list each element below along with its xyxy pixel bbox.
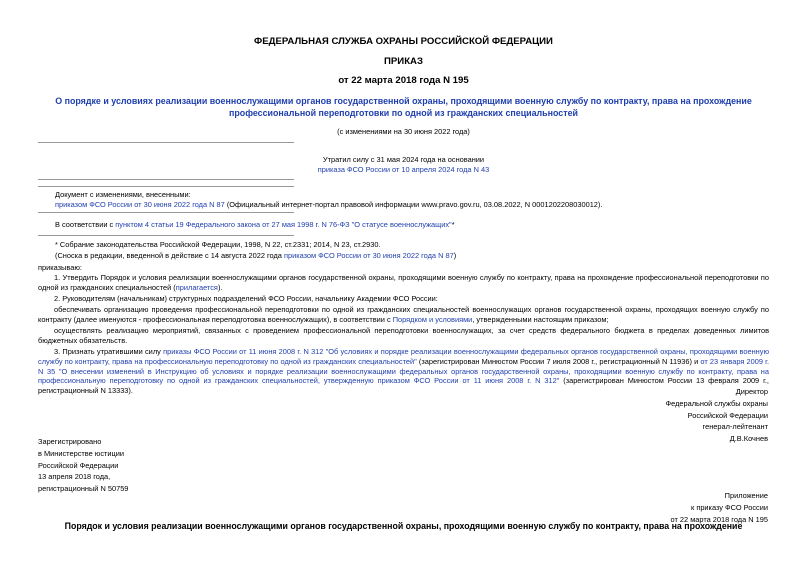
footnote-prefix: (Сноска в редакции, введенной в действие с 14 августа 2022 года xyxy=(55,251,284,260)
basis-link[interactable]: пунктом 4 статьи 19 Федерального закона от 27 мая 1998 г. N 76-ФЗ "О статусе военнослужащих" xyxy=(115,220,452,229)
item3-mid-1: (зарегистрирован Минюстом России 7 июля 2008 г., регистрационный N 11936) и xyxy=(416,356,701,366)
appendix-line: Приложение xyxy=(724,491,768,500)
basis-line xyxy=(55,220,455,230)
divider xyxy=(38,186,294,187)
registration-block xyxy=(38,437,128,494)
agency-name: ФЕДЕРАЛЬНАЯ СЛУЖБА ОХРАНЫ РОССИЙСКОЙ ФЕДЕРАЦИИ xyxy=(254,36,553,47)
changes-link[interactable]: приказом ФСО России от 30 июня 2022 года N 87 xyxy=(55,200,225,209)
validity-link[interactable]: приказа ФСО России от 10 апреля 2024 года N 43 xyxy=(317,165,490,174)
signature-line: Федеральной службы охраны xyxy=(665,398,768,408)
validity-note: Утратил силу с 31 мая 2024 года на основании xyxy=(322,155,485,164)
document-date: от 22 марта 2018 года N 195 xyxy=(338,75,469,86)
appendix-title: Порядок и условия реализации военнослужащими органов государственной охраны, проходящими военную службу по контракту, права на прохождение xyxy=(64,521,743,531)
changes-line xyxy=(55,200,775,210)
signature-line: генерал-лейтенант xyxy=(702,422,768,432)
footnote-suffix: ) xyxy=(453,251,457,260)
appendix-line: к приказу ФСО России xyxy=(691,502,768,512)
appendix-block xyxy=(671,491,768,524)
item2a-text: обеспечивать организацию проведения профессиональной переподготовки по одной из гражданских специальностей военнослужащих органов государственной охраны, проходящих военную службу по контракту (далее именуются - профессиональная переподготовка военнослужащих), в соответствии с xyxy=(38,305,769,324)
signature-name: Д.В.Кочнев xyxy=(729,434,768,444)
divider xyxy=(38,179,294,180)
document-type: ПРИКАЗ xyxy=(384,56,423,67)
footnote-link[interactable]: приказом ФСО России от 30 июня 2022 года N 87 xyxy=(283,251,454,260)
order-item-1 xyxy=(38,273,769,293)
document-title xyxy=(48,96,759,119)
registration-line: Российской Федерации xyxy=(38,460,119,470)
item2a-link[interactable]: Порядком и условиями xyxy=(392,314,473,324)
title-prefix: О xyxy=(55,96,65,106)
signature-line: Директор xyxy=(735,387,768,396)
order-item-2b: осуществлять реализацию мероприятий, связанных с проведением профессиональной переподготовки военнослужащих, за счет средств федерального бюджета в пределах доведенных лимитов бюджетных обязательств. xyxy=(38,326,769,345)
changes-source: (Официальный интернет-портал правовой информации www.pravo.gov.ru, 03.08.2022, N 0001202208030012). xyxy=(224,200,603,209)
item1-text: 1. Утвердить Порядок и условия реализации военнослужащими органов государственной охраны, проходящими военную службу по контракту, права на прохождение профессиональной переподготовки по одной из гражданских специальностей ( xyxy=(38,273,769,292)
item3-link-2[interactable]: от 23 января 2009 г. N 35 "О внесении изменений в Инструкцию об условиях и порядке реализации военнослужащими федеральных органов государственной охраны, проходящими военную службу по контракту, права на профессиональную переподготовку по одной из гражданских специальностей, утвержденную приказом ФСО России от 11 июня 2008 г. N 312" xyxy=(38,356,769,386)
item1-suffix: ). xyxy=(217,282,223,292)
changes-label: Документ с изменениями, внесенными: xyxy=(55,190,191,199)
footnote-text: * Собрание законодательства Российской Федерации, 1998, N 22, ст.2331; 2014, N 23, ст.2930. xyxy=(55,240,381,249)
item3-prefix: 3. Признать утратившими силу xyxy=(54,347,164,356)
registration-number: регистрационный N 50759 xyxy=(38,484,129,494)
signature-line: Российской Федерации xyxy=(687,410,768,420)
item3-link-1[interactable]: приказы ФСО России от 11 июня 2008 г. N 312 "Об условиях и порядке реализации военнослужащими федеральных органов государственной охраны, проходящими военную службу по контракту, права на профессиональную переподготовку по одной из гражданских специальностей" xyxy=(38,347,770,366)
registration-line: в Министерстве юстиции xyxy=(38,448,125,458)
divider xyxy=(38,212,294,213)
basis-prefix: В соответствии с xyxy=(55,220,116,229)
divider xyxy=(38,235,294,236)
registration-line: Зарегистрировано xyxy=(38,437,102,446)
ordain-word: приказываю: xyxy=(38,263,82,272)
amendments-note: (с изменениями на 30 июня 2022 года) xyxy=(337,127,470,136)
footnote-note xyxy=(55,251,456,261)
appendix-line: от 22 марта 2018 года N 195 xyxy=(670,514,768,524)
divider xyxy=(38,142,294,143)
registration-line: 13 апреля 2018 года, xyxy=(38,472,111,482)
item3-mid-2: (зарегистрирован Минюстом России 13 февраля 2009 г., регистрационный N 13333). xyxy=(38,376,769,396)
item1-link[interactable]: прилагается xyxy=(175,282,218,292)
order-item-2: 2. Руководителям (начальникам) структурных подразделений ФСО России, начальнику Академии ФСО России: xyxy=(54,294,438,303)
order-item-3 xyxy=(38,347,769,396)
signature-block xyxy=(666,387,769,444)
order-item-2a xyxy=(38,305,769,325)
item2a-suffix: , утвержденными настоящим приказом; xyxy=(472,314,609,324)
title-link[interactable]: порядке и условиях реализации военнослужащими органов государственной охраны, проходящими военную службу по контракту, права на прохождение профессиональной переподготовки по одной из гражданских специальностей xyxy=(64,96,752,118)
basis-suffix: * xyxy=(451,220,455,229)
